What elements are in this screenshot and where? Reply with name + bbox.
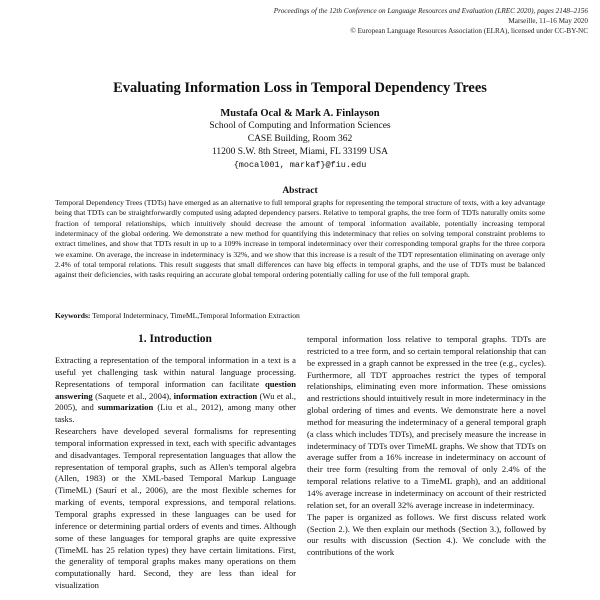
author-affiliation: School of Computing and Information Sciences xyxy=(209,121,391,131)
proceedings-header xyxy=(140,6,588,36)
section-heading-introduction: 1. Introduction xyxy=(138,333,212,345)
author-address: 11200 S.W. 8th Street, Miami, FL 33199 USA xyxy=(211,147,389,157)
right-column xyxy=(307,334,546,559)
abstract-heading: Abstract xyxy=(282,186,318,196)
keywords-line xyxy=(55,311,545,321)
paper-title: Evaluating Information Loss in Temporal Dependency Trees xyxy=(113,80,487,96)
author-names: Mustafa Ocal & Mark A. Finlayson xyxy=(220,108,380,119)
intro-p1-bold-qa: question answering xyxy=(55,378,296,401)
intro-p1-text-d: (Wu et al., 2005), and xyxy=(55,390,296,413)
copyright-line xyxy=(140,26,588,36)
intro-p1-text-e: (Liu et al., 2012), among many other tasks. xyxy=(55,402,297,425)
intro-p1-bold-summ: summarization xyxy=(97,402,154,413)
copyright-icon: © xyxy=(350,27,356,35)
keywords-label: Keywords: xyxy=(55,311,91,320)
abstract-body: Temporal Dependency Trees (TDTs) have emerged as an alternative to full temporal graphs for representing the temporal structure of texts, with a key advantage being that TDTs can be straightforwardly computed using adapted dependency parsers. Relative to temporal graphs, the tree form of TDTs naturally omits some fraction of temporal relationships, which intuitively should decrease the amount of temporal information available, potentially increasing temporal indeterminacy of the global ordering. We demonstrate a new method for quantifying this indeterminacy that relies on solving temporal constraint problems to extract timelines, and show that TDTs result in up to a 109% increase in temporal indeterminacy over their corresponding temporal graphs for the three corpora we examine. On average, the increase in indeterminacy is 32%, and we show that this increase is a result of the TDT representation eliminating on average only 2.4% of total temporal relations. This result suggests that small differences can have big effects in temporal graphs, and the use of TDTs must be balanced against their deficiencies, with tasks requiring an accurate global temporal ordering potentially calling for use of the full temporal graph. xyxy=(55,198,545,280)
intro-paragraph-4: The paper is organized as follows. We first discuss related work (Section 2.). We then explain our methods (Section 3.), followed by our results with discussion (Section 4.). We conclude with the contributions of the work xyxy=(307,511,546,558)
keywords-list: Temporal Indeterminacy, TimeML,Temporal Information Extraction xyxy=(92,311,300,320)
author-block xyxy=(0,107,600,172)
intro-p1-bold-ie: information extraction xyxy=(173,390,258,401)
author-email: {mocal001, markaf}@fiu.edu xyxy=(233,160,367,170)
intro-paragraph-1 xyxy=(55,355,296,426)
author-room: CASE Building, Room 362 xyxy=(247,134,353,144)
intro-paragraph-2: Researchers have developed several formalisms for representing temporal information expressed in text, each with specific advantages and disadvantages. Temporal representation languages that allow the representation of temporal graphs, such as Allen's temporal algebra (Allen, 1983) or the XML-based Temporal Markup Language (TimeML) (Saurí et al., 2006), are the most flexible schemes for marking of events, temporal expressions, and temporal relations. Temporal graphs expressed in these languages can be used for inference or determining partial orders of events and times. Although some of these languages for temporal graphs are quite expressive (TimeML has 25 relation types) they have certain limitations. First, the generality of temporal graphs makes many operations on them computationally hard. Second, they are less than ideal for visualization xyxy=(55,426,296,591)
intro-p1-text-c: (Saquete et al., 2004), xyxy=(92,390,174,401)
proceedings-line: Proceedings of the 12th Conference on Language Resources and Evaluation (LREC 2020), pages 2148–2156 xyxy=(273,7,588,15)
intro-paragraph-3: temporal information loss relative to temporal graphs. TDTs are restricted to a tree form, and so certain temporal relationship that can be expressed in a graph cannot be expressed in the tree (e.g., cycles). Furthermore, all TDT approaches restrict the types of temporal relationships, eliminating even more information. These omissions and restrictions should intuitively result in more indeterminacy in the global ordering of times and events. We demonstrate here a novel method for measuring the indeterminacy of a general temporal graph (a class which includes TDTs), and precisely measure the increase in indeterminacy of TDTs over TimeML graphs. We show that TDTs on average suffer from a 16% increase in indeterminacy on account of their tree form (resulting from the removal of only 2.4% of the temporal relations relative to a TimeML graph), and an additional 14% average increase in indeterminacy on account of their restricted relation set, for an overall 32% average increase in indeterminacy. xyxy=(307,334,546,510)
copyright-text: European Language Resources Association (ELRA), licensed under CC-BY-NC xyxy=(357,27,588,35)
left-column xyxy=(55,355,296,592)
intro-p1-text-a: Extracting a representation of the temporal information in a text is a useful yet challenging task within natural language processing. Representations of temporal information can facilitate xyxy=(55,355,296,389)
conference-location-line: Marseille, 11–16 May 2020 xyxy=(508,17,588,25)
